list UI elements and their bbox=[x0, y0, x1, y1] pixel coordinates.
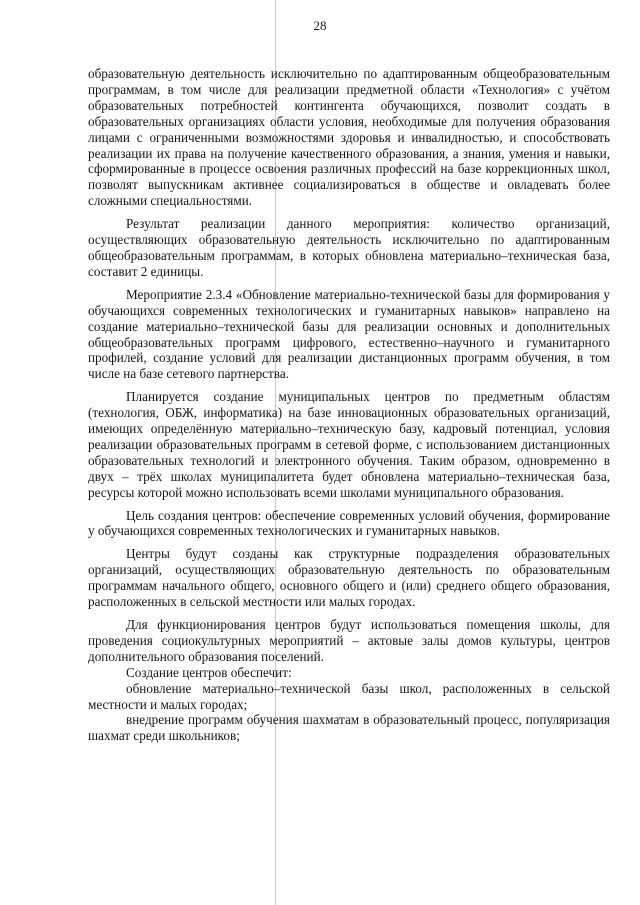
paragraph-centers-provide: Создание центров обеспечит: bbox=[126, 664, 292, 680]
paragraph-centers-plan: Планируется создание муниципальных центров по предметным областям (технология, ОБЖ, информатика) на базе инновационных образовательных организаций, имеющих определённую материально–техническую базу, кадровый потенциал, условия реализации образовательных программ в сетевой форме, с использованием дистанционных образовательных технологий и электронного обучения. Таким образом, одновременно в двух – трёх школах муниципалитета будет обновлена материально–техническая база, ресурсы которой можно использовать всеми школами муниципального образования. bbox=[88, 389, 610, 500]
document-body bbox=[88, 66, 610, 744]
paragraph-centers-structure: Центры будут созданы как структурные подразделения образовательных организаций, осуществляющих образовательную деятельность по образовательным программам начального общего, основного общего и (или) среднего общего образования, расположенных в сельской местности или малых городах. bbox=[88, 546, 610, 610]
page-number: 28 bbox=[313, 18, 327, 33]
paragraph-centers-goal: Цель создания центров: обеспечение современных условий обучения, формирование у обучающихся современных технологических и гуманитарных навыков. bbox=[88, 507, 610, 539]
paragraph-centers-premises: Для функционирования центров будут использоваться помещения школы, для проведения социокультурных мероприятий – актовые залы домов культуры, центров дополнительного образования поселений. bbox=[88, 617, 610, 664]
list-item-chess-programs: внедрение программ обучения шахматам в образовательный процесс, популяризация шахмат среди школьников; bbox=[88, 712, 610, 744]
list-item-material-base: обновление материально–технической базы школ, расположенных в сельской местности и малых городах; bbox=[88, 680, 610, 712]
paragraph-continuation: образовательную деятельность исключительно по адаптированным общеобразовательным программам, в том числе для реализации предметной области «Технология» с учётом образовательных потребностей контингента обучающихся, позволит создать в образовательных организациях области условия, необходимые для получения образования лицами с ограниченными возможностями здоровья и инвалидностью, и способствовать реализации их права на получение качественного образования, а знания, умения и навыки, сформированные в процессе освоения различных профессий на базе коррекционных школ, позволят выпускникам активнее социализироваться в обществе и овладевать более сложными специальностями. bbox=[88, 66, 610, 209]
paragraph-measure-2-3-4: Мероприятие 2.3.4 «Обновление материально-технической базы для формирования у обучающихся современных технологических и гуманитарных навыков» направлено на создание материально–технической базы для реализации основных и дополнительных общеобразовательных программ цифрового, естественно–научного и гуманитарного профилей, создание условий для реализации дистанционных программ обучения, в том числе на базе сетевого партнерства. bbox=[88, 286, 610, 382]
paragraph-result: Результат реализации данного мероприятия: количество организаций, осуществляющих образовательную деятельность исключительно по адаптированным общеобразовательным программам, в которых обновлена материально–техническая база, составит 2 единицы. bbox=[88, 216, 610, 279]
